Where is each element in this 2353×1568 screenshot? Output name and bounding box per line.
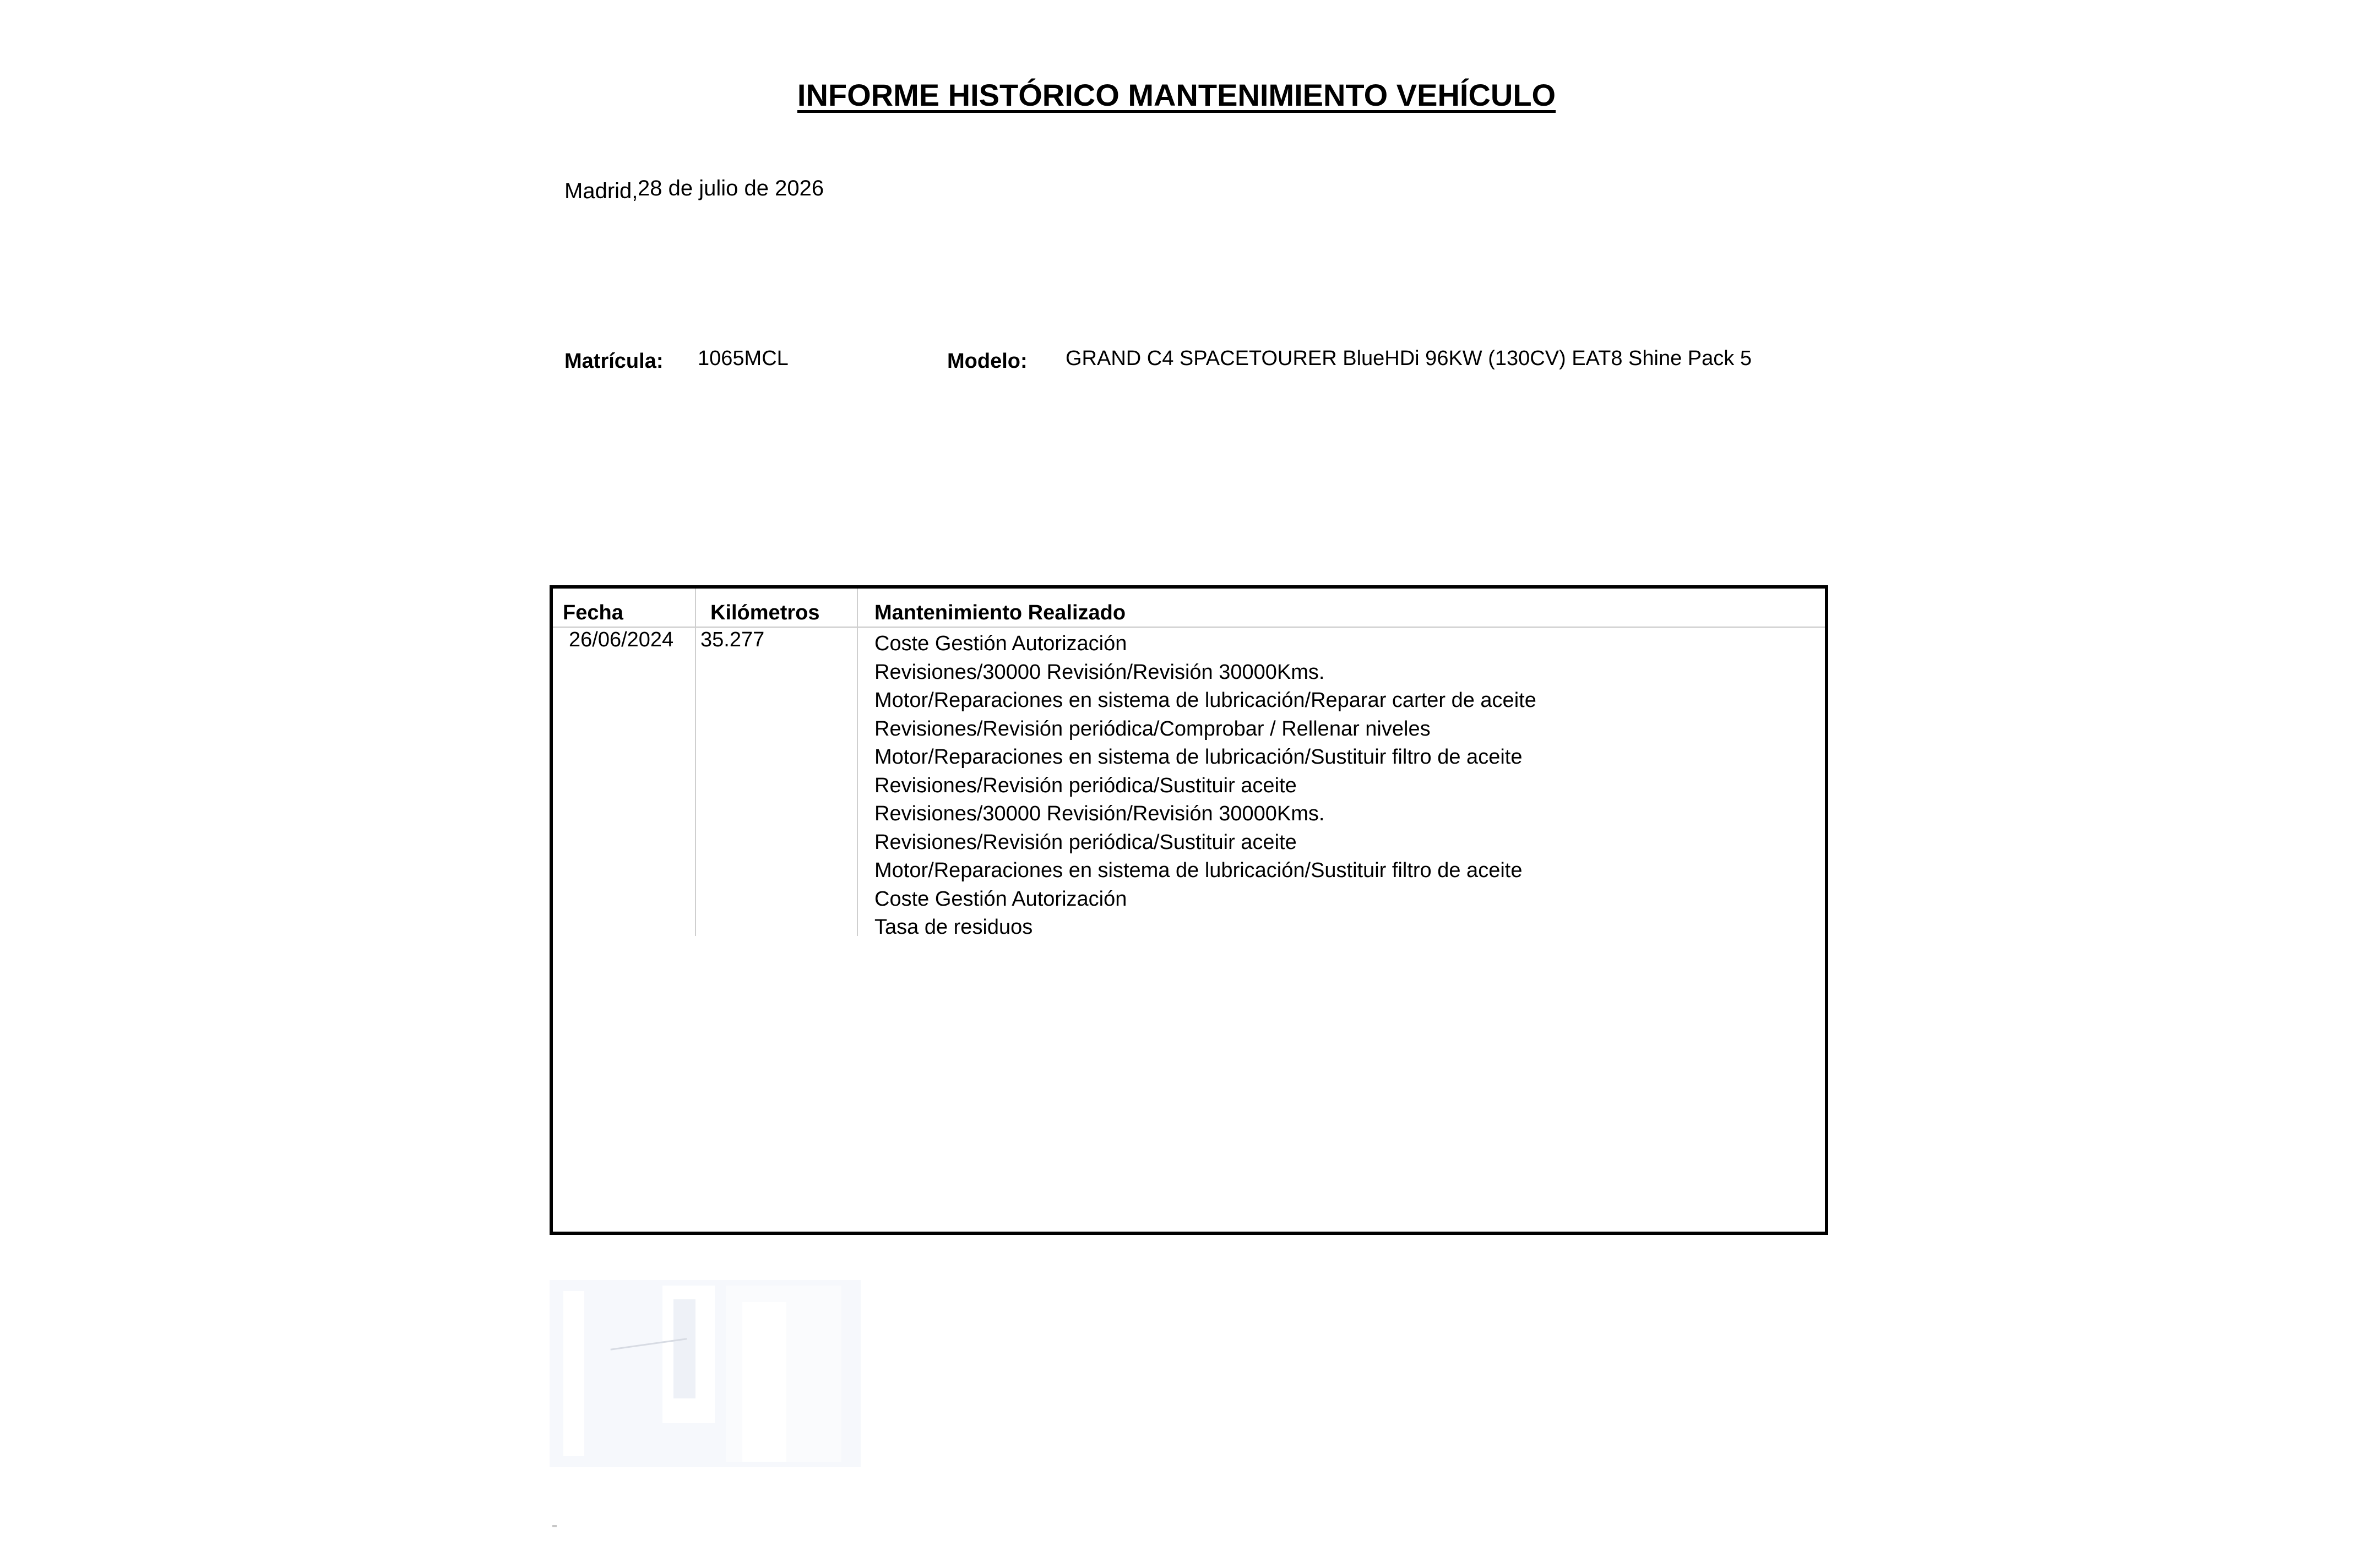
maintenance-item: Revisiones/Revisión periódica/Sustituir aceite bbox=[874, 830, 1297, 854]
faded-stamp-image bbox=[550, 1280, 861, 1467]
header-maintenance: Mantenimiento Realizado bbox=[874, 601, 1126, 624]
report-title bbox=[0, 77, 2353, 113]
column-divider-km bbox=[857, 589, 858, 936]
maintenance-item: Revisiones/30000 Revisión/Revisión 30000Kms. bbox=[874, 802, 1325, 825]
scan-speck bbox=[552, 1525, 557, 1527]
header-km: Kilómetros bbox=[710, 601, 820, 624]
plate-label: Matrícula: bbox=[564, 350, 664, 373]
maintenance-item: Revisiones/Revisión periódica/Comprobar / Rellenar niveles bbox=[874, 717, 1431, 741]
report-date: 28 de julio de 2026 bbox=[638, 176, 824, 200]
maintenance-item: Revisiones/30000 Revisión/Revisión 30000Kms. bbox=[874, 660, 1325, 684]
maintenance-item: Tasa de residuos bbox=[874, 916, 1033, 939]
report-place: Madrid, bbox=[564, 179, 638, 203]
maintenance-items-list bbox=[874, 630, 1536, 942]
maintenance-item: Motor/Reparaciones en sistema de lubricación/Sustituir filtro de aceite bbox=[874, 745, 1523, 769]
maintenance-item: Revisiones/Revisión periódica/Sustituir aceite bbox=[874, 774, 1297, 797]
maintenance-item: Coste Gestión Autorización bbox=[874, 632, 1127, 655]
column-divider-date bbox=[695, 589, 696, 936]
row-km: 35.277 bbox=[700, 628, 765, 651]
maintenance-item: Motor/Reparaciones en sistema de lubricación/Sustituir filtro de aceite bbox=[874, 859, 1523, 882]
report-title-text: INFORME HISTÓRICO MANTENIMIENTO VEHÍCULO bbox=[797, 78, 1556, 112]
header-date: Fecha bbox=[563, 601, 623, 624]
model-value: GRAND C4 SPACETOURER BlueHDi 96KW (130CV) EAT8 Shine Pack 5 bbox=[1066, 347, 1752, 370]
maintenance-item: Motor/Reparaciones en sistema de lubricación/Reparar carter de aceite bbox=[874, 689, 1536, 712]
row-date: 26/06/2024 bbox=[569, 628, 674, 651]
plate-value: 1065MCL bbox=[698, 347, 789, 370]
model-label: Modelo: bbox=[947, 350, 1028, 373]
table-header-divider bbox=[553, 627, 1825, 628]
maintenance-item: Coste Gestión Autorización bbox=[874, 887, 1127, 911]
